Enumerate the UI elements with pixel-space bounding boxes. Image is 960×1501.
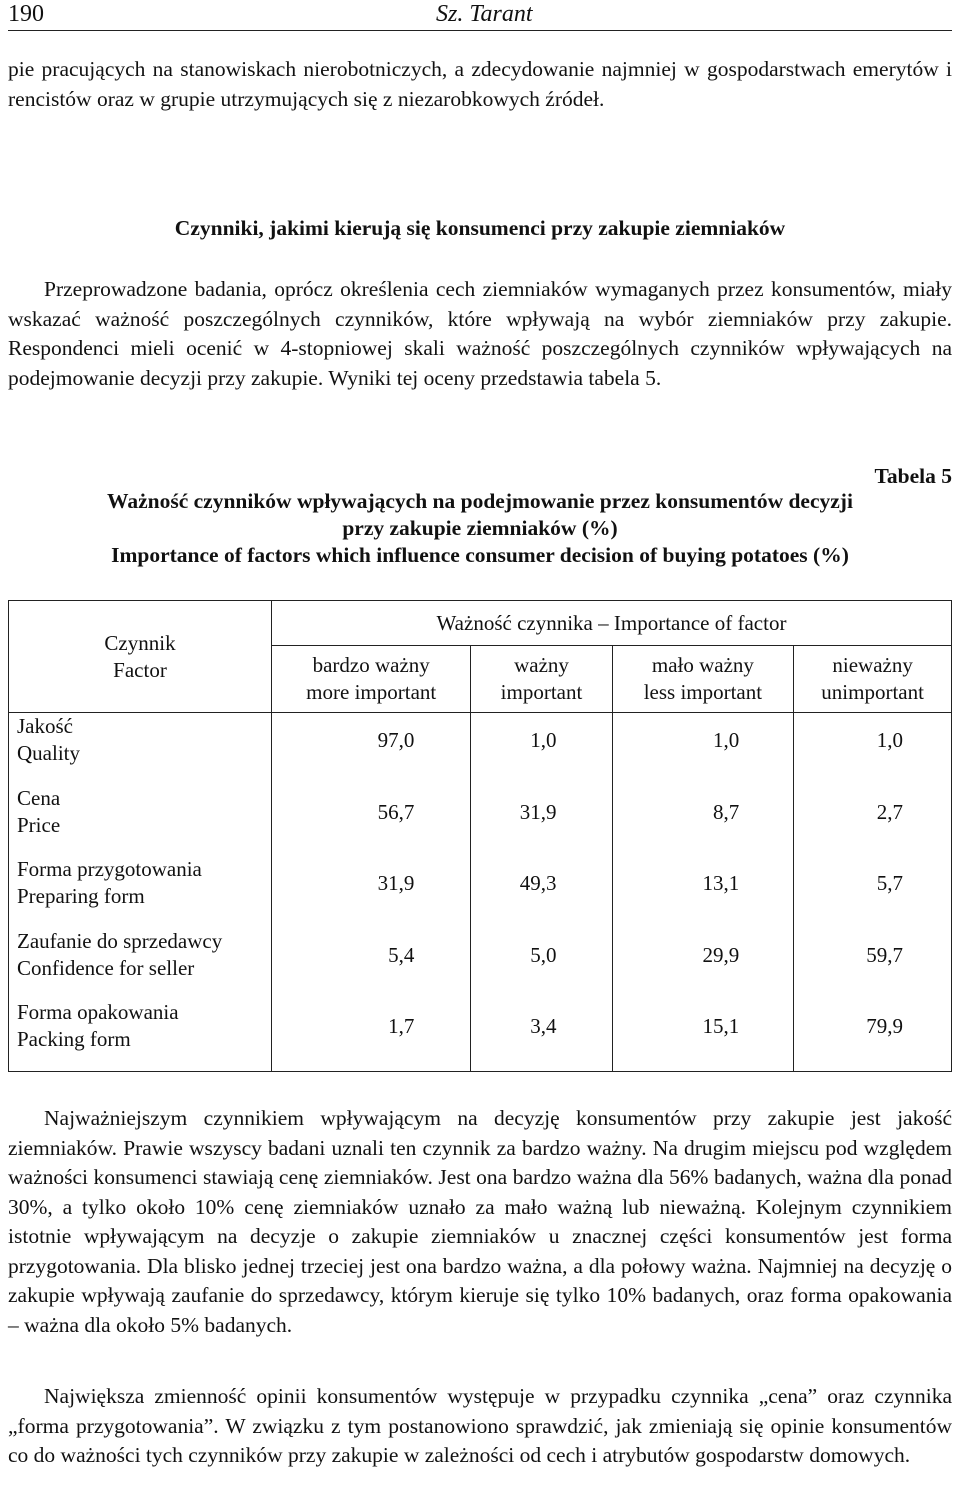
value-cell [471, 785, 612, 857]
table-caption [8, 488, 952, 569]
value-cell [612, 999, 794, 1071]
value-text: 79,9 [866, 1014, 903, 1039]
factor-name-en: Preparing form [17, 884, 145, 909]
table-row [9, 856, 952, 928]
factor-header-pl: Czynnik [104, 630, 176, 655]
column-header-en: unimportant [821, 680, 924, 704]
value-text: 5,4 [388, 942, 415, 967]
body-paragraph-1: Najważniejszym czynnikiem wpływającym na decyzję konsumentów przy zakupie jest jakość ziemniaków. Prawie wszyscy badani uznali ten czynnik za bardzo ważny. Na drugim miejscu pod względem ważności konsumenci stawiają cenę ziemniaków. Jest ona bardzo ważna dla 56% badanych, ważna dla ponad 30%, a tylko około 10% cenę ziemniaków uznało za mało ważną lub nieważną. Kolejnym czynnikiem istotnie wpływającym na decyzje o zakupie ziemniaków u znacznej części konsumentów jest forma przygotowania. Dla blisko jednej trzeciej jest ona bardzo ważna, a dla połowy ważna. Najmniej na decyzję o zakupie wpływają zaufanie do sprzedawcy, którym kieruje się tylko 10% badanych, oraz forma opakowania – ważna dla około 5% badanych. [8, 1106, 952, 1337]
factor-name-pl: Cena [17, 785, 61, 810]
factor-column-header [9, 601, 272, 713]
value-cell [794, 999, 952, 1071]
factor-header-en: Factor [113, 657, 167, 682]
value-cell [794, 713, 952, 785]
value-cell [471, 713, 612, 785]
column-header-pl: nieważny [832, 653, 913, 677]
value-text: 13,1 [702, 871, 740, 896]
value-cell [612, 856, 794, 928]
factor-name-pl: Zaufanie do sprzedawcy [17, 928, 223, 953]
value-cell [471, 928, 612, 1000]
column-header-pl: bardzo ważny [312, 653, 430, 677]
value-text: 1,0 [712, 728, 740, 752]
value-cell [612, 785, 794, 857]
table-row [9, 999, 952, 1071]
factor-cell [9, 785, 272, 857]
column-header-less-important [612, 646, 794, 713]
value-text: 59,7 [866, 942, 903, 967]
table-row [9, 785, 952, 857]
value-text: 1,7 [388, 1014, 415, 1039]
body-paragraph-2: Największa zmienność opinii konsumentów występuje w przypadku czynnika „cena” oraz czynnika „forma przygotowania”. W związku z tym postanowiono sprawdzić, jak zmieniają się opinie konsumentów co do ważności tych czynników przy zakupie w zależności od cech i atrybutów gospodarstw domowych. [8, 1384, 952, 1467]
value-text: 29,9 [702, 942, 740, 967]
value-text: 97,0 [377, 728, 415, 752]
table-caption-en: Importance of factors which influence consumer decision of buying potatoes (%) [111, 543, 849, 567]
value-cell [272, 785, 471, 857]
importance-group-header: Ważność czynnika – Importance of factor [272, 601, 952, 646]
value-cell [471, 999, 612, 1071]
value-text: 2,7 [876, 799, 903, 824]
value-text: 15,1 [702, 1014, 740, 1039]
column-header-en: important [500, 680, 583, 704]
section-paragraph: Przeprowadzone badania, oprócz określenia cech ziemniaków wymaganych przez konsumentów, miały wskazać ważność poszczególnych czynników, które wpływają na wybór ziemniaków przy zakupie. Respondenci mieli ocenić w 4-stopniowej skali ważność poszczególnych czynników wpływających na podejmowanie decyzji przy zakupie. Wyniki tej oceny przedstawia tabela 5. [8, 277, 952, 390]
column-header-pl: mało ważny [651, 653, 754, 677]
factor-cell [9, 713, 272, 785]
factor-name-en: Quality [17, 741, 80, 765]
factor-name-en: Packing form [17, 1027, 131, 1052]
factor-name-pl: Jakość [17, 714, 73, 738]
intro-paragraph: pie pracujących na stanowiskach nierobotniczych, a zdecydowanie najmniej w gospodarstwach emerytów i rencistów oraz w grupie utrzymujących się z niezarobkowych źródeł. [8, 57, 952, 111]
section-title: Czynniki, jakimi kierują się konsumenci przy zakupie ziemniaków [174, 216, 786, 240]
value-cell [794, 785, 952, 857]
value-cell [272, 713, 471, 785]
table-header-row [9, 601, 952, 646]
running-title: Sz. Tarant [436, 1, 533, 27]
column-header-important [471, 646, 612, 713]
value-cell [794, 856, 952, 928]
value-cell [272, 928, 471, 1000]
factor-name-en: Confidence for seller [17, 955, 195, 980]
factor-importance-table [8, 600, 952, 1072]
value-text: 5,0 [530, 942, 557, 967]
value-text: 31,9 [519, 799, 557, 824]
column-header-unimportant [794, 646, 952, 713]
table-label: Tabela 5 [874, 464, 952, 488]
column-header-more-important [272, 646, 471, 713]
column-header-pl: ważny [514, 653, 569, 677]
value-text: 1,0 [876, 728, 903, 752]
factor-name-en: Price [17, 812, 61, 837]
value-text: 1,0 [530, 728, 557, 752]
factor-cell [9, 999, 272, 1071]
table-caption-pl-line1: Ważność czynników wpływających na podejmowanie przez konsumentów decyzji [107, 489, 853, 513]
value-cell [471, 856, 612, 928]
value-text: 3,4 [530, 1014, 557, 1039]
value-cell [612, 928, 794, 1000]
table-row [9, 713, 952, 785]
page-number: 190 [8, 1, 44, 27]
table-caption-pl-line2: przy zakupie ziemniaków (%) [342, 516, 618, 540]
value-text: 49,3 [519, 871, 557, 896]
page-header [8, 0, 952, 31]
value-text: 5,7 [876, 871, 903, 896]
column-header-en: more important [306, 680, 437, 704]
value-text: 31,9 [377, 871, 415, 896]
value-cell [272, 856, 471, 928]
column-header-en: less important [643, 680, 763, 704]
value-text: 8,7 [712, 799, 740, 824]
factor-cell [9, 856, 272, 928]
factor-name-pl: Forma przygotowania [17, 857, 202, 882]
value-cell [612, 713, 794, 785]
value-cell [272, 999, 471, 1071]
table-row [9, 928, 952, 1000]
value-text: 56,7 [377, 799, 415, 824]
value-cell [794, 928, 952, 1000]
factor-cell [9, 928, 272, 1000]
factor-name-pl: Forma opakowania [17, 1000, 179, 1025]
